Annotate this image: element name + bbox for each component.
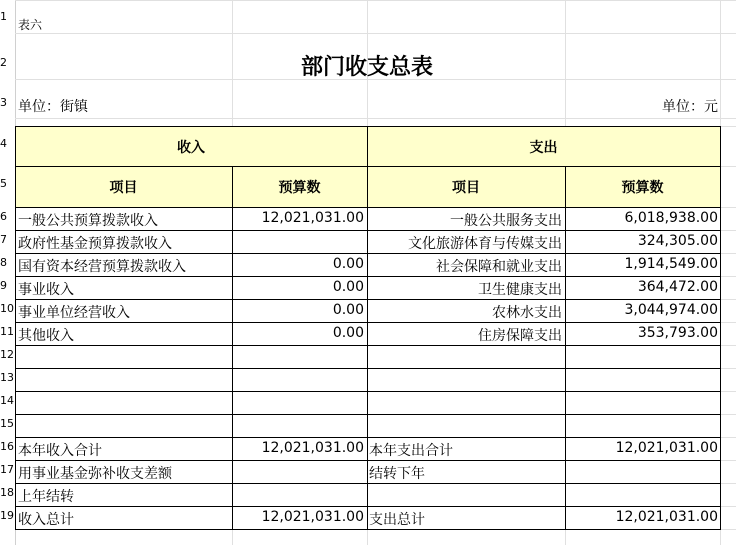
unit-left: 单位：街镇 — [18, 99, 88, 115]
expense-budget-cell[interactable]: 324,305.00 — [637, 233, 718, 249]
border-line — [15, 368, 721, 369]
border-line — [15, 276, 721, 277]
border-line — [15, 391, 721, 392]
row-number[interactable]: 2 — [0, 56, 7, 69]
row-number[interactable]: 7 — [0, 233, 7, 246]
income-budget-cell[interactable]: 12,021,031.00 — [261, 509, 364, 525]
expense-item-cell[interactable]: 社会保障和就业支出 — [436, 259, 562, 275]
income-item-header: 项目 — [109, 180, 138, 196]
income-budget-cell[interactable]: 0.00 — [332, 279, 364, 295]
income-item-cell[interactable]: 用事业基金弥补收支差额 — [18, 466, 172, 482]
expense-budget-cell[interactable]: 364,472.00 — [637, 279, 718, 295]
row-number[interactable]: 16 — [0, 440, 14, 453]
row-number[interactable]: 8 — [0, 256, 7, 269]
border-line — [367, 126, 368, 529]
border-line — [15, 207, 721, 208]
border-line — [15, 460, 721, 461]
expense-item-cell[interactable]: 结转下年 — [369, 466, 425, 482]
border-line — [15, 345, 721, 346]
income-item-cell[interactable]: 事业单位经营收入 — [18, 305, 130, 321]
border-line — [15, 126, 16, 529]
border-line — [15, 414, 721, 415]
expense-budget-cell[interactable]: 12,021,031.00 — [615, 440, 718, 456]
expense-budget-cell[interactable]: 1,914,549.00 — [624, 256, 718, 272]
border-line — [15, 299, 721, 300]
unit-right: 单位：元 — [662, 99, 718, 115]
row-number[interactable]: 9 — [0, 279, 7, 292]
expense-budget-cell[interactable]: 353,793.00 — [637, 325, 718, 341]
expense-item-cell[interactable]: 住房保障支出 — [478, 328, 562, 344]
row-number[interactable]: 14 — [0, 394, 14, 407]
expense-budget-cell[interactable]: 3,044,974.00 — [624, 302, 718, 318]
income-budget-cell[interactable]: 12,021,031.00 — [261, 210, 364, 226]
income-item-cell[interactable]: 收入总计 — [18, 512, 74, 528]
row-number[interactable]: 3 — [0, 96, 7, 109]
row-number[interactable]: 12 — [0, 348, 14, 361]
income-item-cell[interactable]: 本年收入合计 — [18, 443, 102, 459]
border-line — [15, 166, 721, 167]
border-line — [15, 483, 721, 484]
income-budget-cell[interactable]: 0.00 — [332, 256, 364, 272]
border-line — [15, 322, 721, 323]
table-label: 表六 — [18, 18, 43, 32]
income-item-cell[interactable]: 事业收入 — [18, 282, 74, 298]
row-number[interactable]: 6 — [0, 210, 7, 223]
row-header-column — [0, 0, 16, 545]
border-line — [15, 253, 721, 254]
gridline-h — [15, 118, 736, 119]
row-number[interactable]: 1 — [0, 10, 7, 23]
border-line — [720, 126, 721, 529]
border-line — [15, 126, 721, 127]
expense-header: 支出 — [529, 140, 558, 156]
expense-item-cell[interactable]: 一般公共服务支出 — [450, 213, 562, 229]
row-number[interactable]: 5 — [0, 177, 7, 190]
row-number[interactable]: 10 — [0, 302, 14, 315]
income-header: 收入 — [177, 140, 205, 156]
income-budget-cell[interactable]: 0.00 — [332, 325, 364, 341]
income-item-cell[interactable]: 国有资本经营预算拨款收入 — [18, 259, 186, 275]
row-number[interactable]: 17 — [0, 463, 14, 476]
border-line — [232, 166, 233, 529]
border-line — [15, 230, 721, 231]
row-number[interactable]: 15 — [0, 417, 14, 430]
income-budget-cell[interactable]: 0.00 — [332, 302, 364, 318]
border-line — [15, 529, 721, 530]
expense-budget-header: 预算数 — [621, 180, 664, 196]
row-number[interactable]: 11 — [0, 325, 14, 338]
border-line — [565, 166, 566, 529]
income-budget-header: 预算数 — [278, 180, 321, 196]
expense-item-cell[interactable]: 文化旅游体育与传媒支出 — [408, 236, 562, 252]
border-line — [15, 437, 721, 438]
gridline-h — [15, 33, 736, 34]
row-number[interactable]: 13 — [0, 371, 14, 384]
expense-item-cell[interactable]: 支出总计 — [369, 512, 425, 528]
gridline-h — [15, 0, 736, 1]
expense-item-cell[interactable]: 农林水支出 — [492, 305, 562, 321]
row-number[interactable]: 4 — [0, 137, 7, 150]
income-item-cell[interactable]: 一般公共预算拨款收入 — [18, 213, 158, 229]
expense-item-header: 项目 — [452, 180, 480, 196]
row-number[interactable]: 18 — [0, 486, 14, 499]
page-title: 部门收支总表 — [300, 55, 433, 80]
expense-budget-cell[interactable]: 12,021,031.00 — [615, 509, 718, 525]
expense-item-cell[interactable]: 卫生健康支出 — [478, 282, 562, 298]
income-item-cell[interactable]: 政府性基金预算拨款收入 — [18, 236, 172, 252]
expense-budget-cell[interactable]: 6,018,938.00 — [624, 210, 718, 226]
expense-item-cell[interactable]: 本年支出合计 — [369, 443, 453, 459]
income-item-cell[interactable]: 其他收入 — [18, 328, 74, 344]
income-budget-cell[interactable]: 12,021,031.00 — [261, 440, 364, 456]
border-line — [15, 506, 721, 507]
row-number[interactable]: 19 — [0, 509, 14, 522]
income-item-cell[interactable]: 上年结转 — [18, 489, 74, 505]
